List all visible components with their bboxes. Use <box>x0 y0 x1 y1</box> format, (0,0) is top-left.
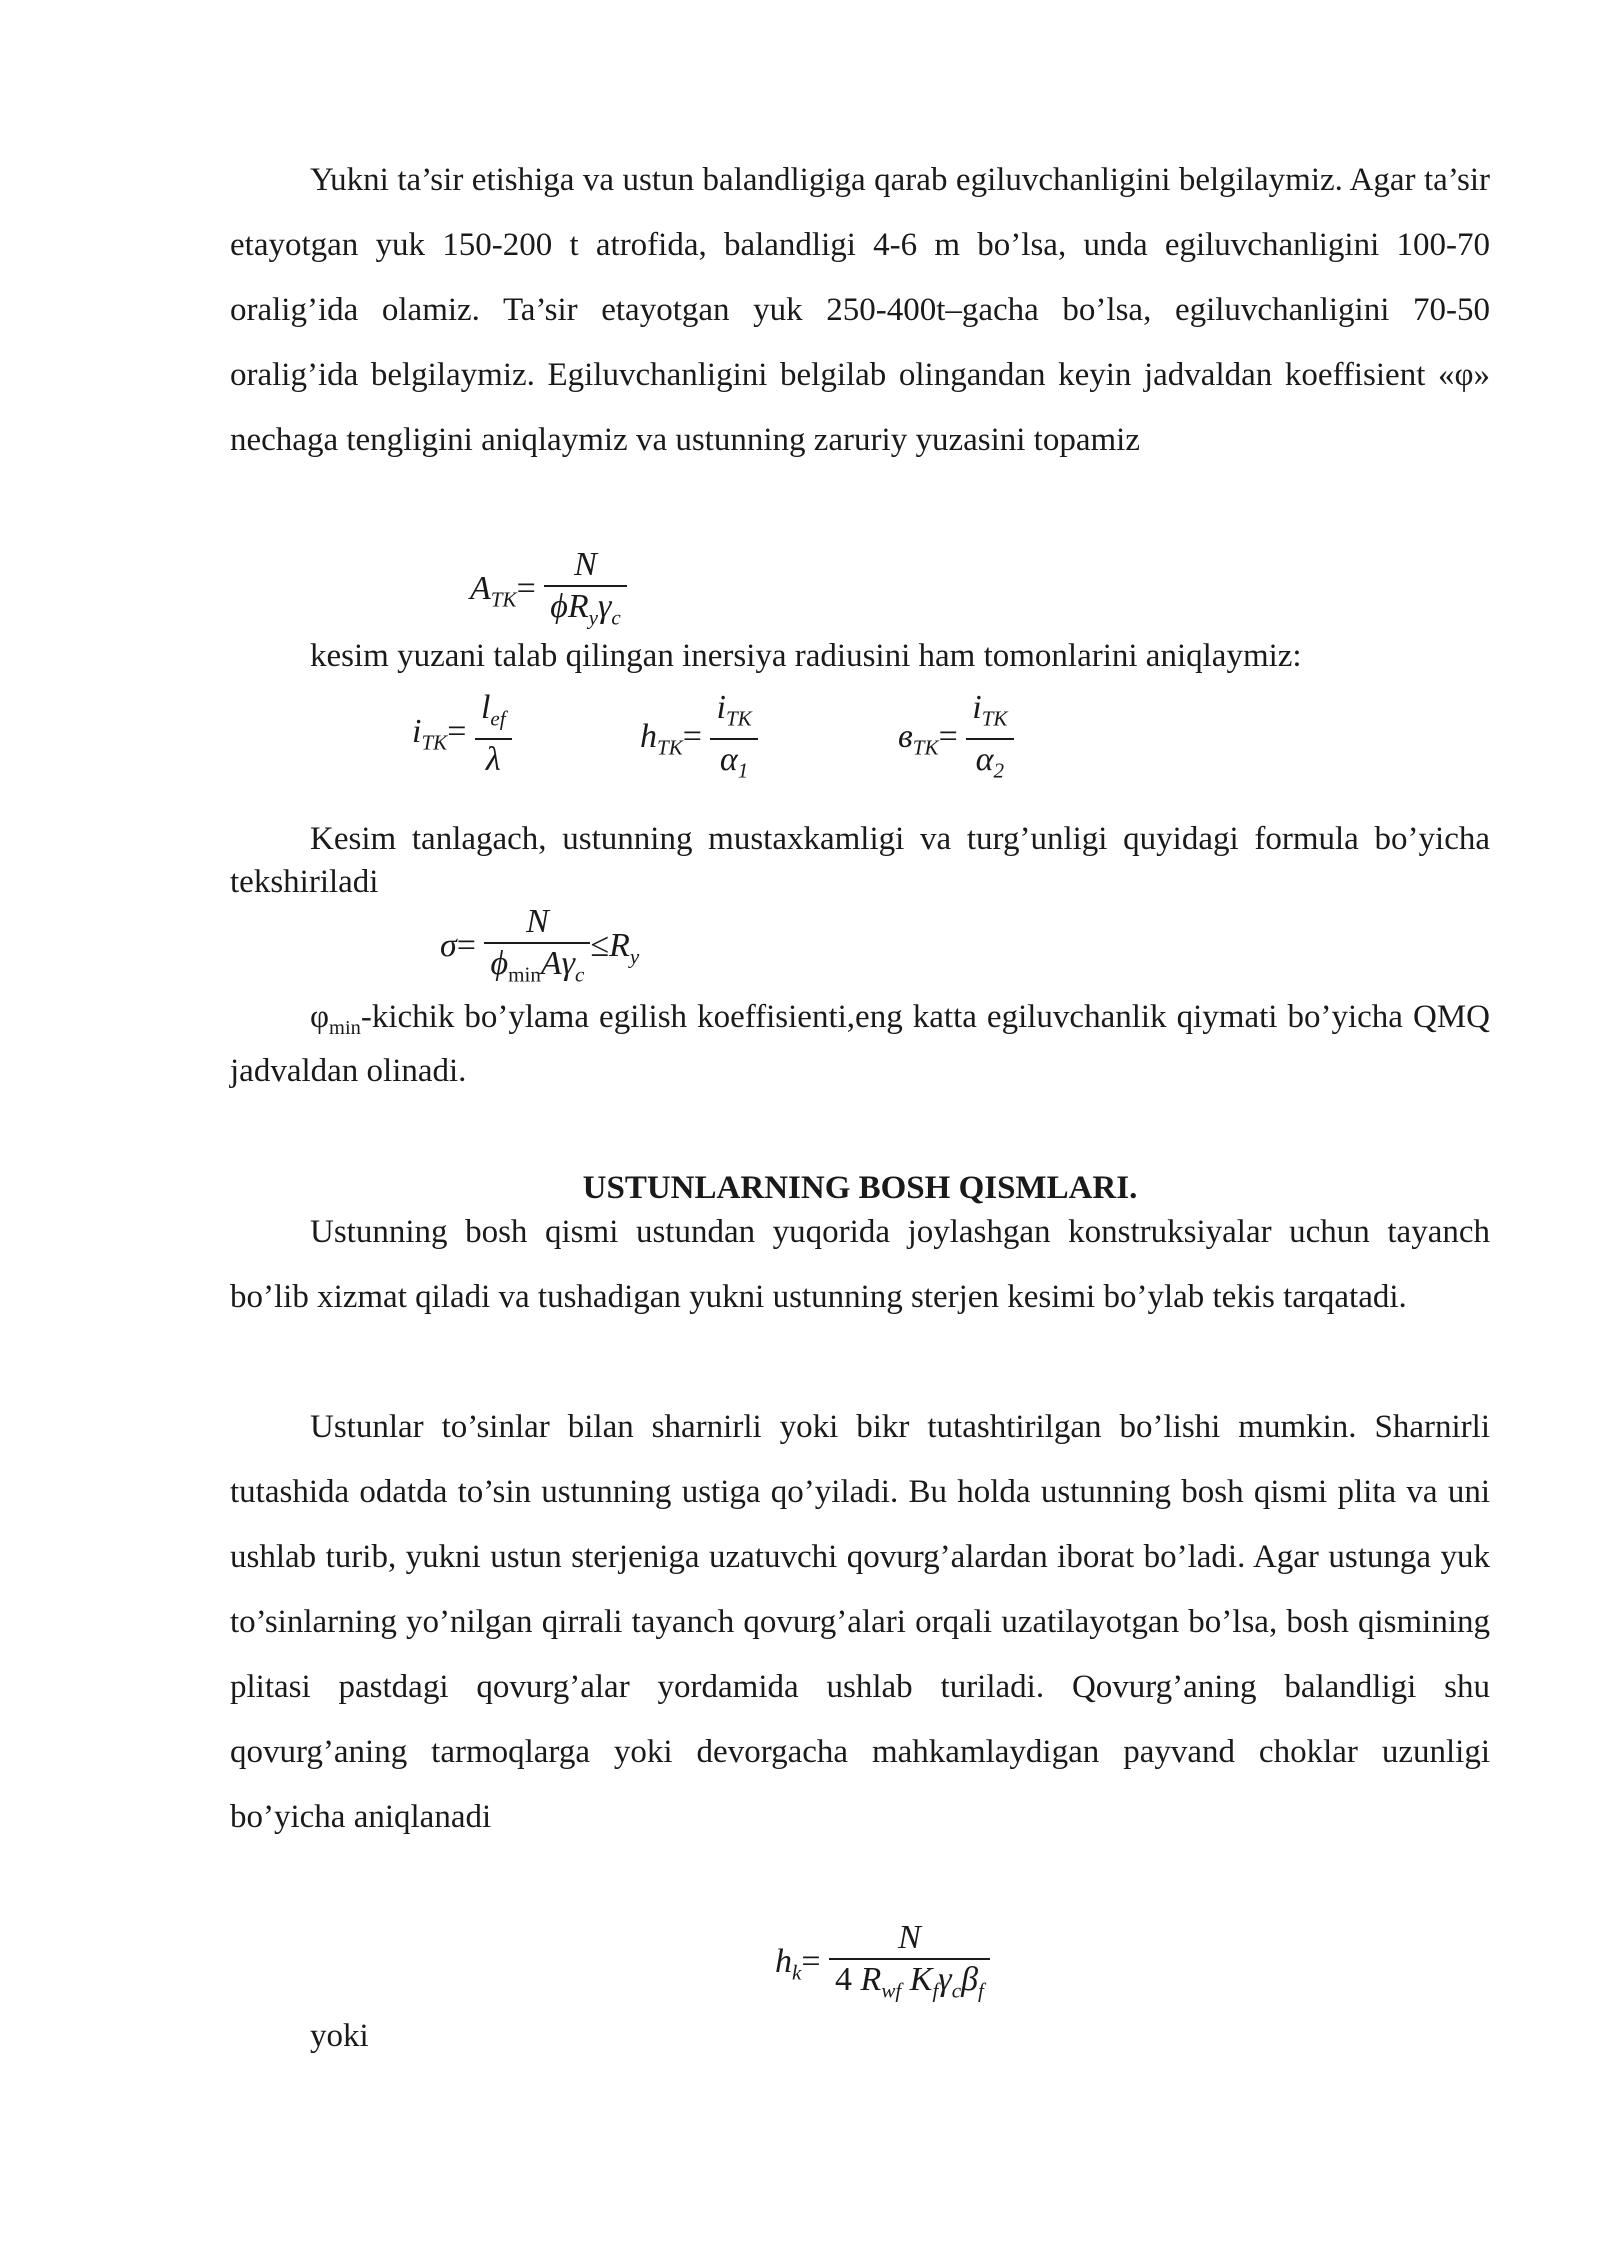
section-heading: USTUNLARNING BOSH QISMLARI. <box>582 1170 1138 1206</box>
fraction: $\frac{i_{TK}}{\alpha_1}$ <box>710 688 757 791</box>
paragraph-head-purpose: Ustunning bosh qismi ustundan yuqorida joylashgan konstruksiyalar uchun tayanch bo’lib xizmat qiladi va tushadigan yukni ustunning sterjen kesimi bo’ylab tekis tarqatadi. <box>230 1214 1490 1315</box>
paragraph-check: Kesim tanlagach, ustunning mustaxkamligi va turg’unligi quyidagi formula bo’yicha tekshiriladi <box>230 821 1490 900</box>
paragraph-radius-intro: kesim yuzani talab qilingan inersiya radiusini ham tomonlarini aniqlaymiz: <box>310 638 1302 674</box>
formula-height: $h_{TK}=$ $\frac{i_{TK}}{\alpha_1}$ <box>640 688 758 791</box>
formula-area-required: $A_{TK}=$ $\frac{N}{\phi R_y\gamma_c}$ <box>470 545 627 637</box>
fraction: $\frac{l_{ef}}{\lambda}$ <box>475 688 512 780</box>
paragraph-phi-min: $\varphi_{min}$-kichik bo’ylama egilish koeffisienti,eng katta egiluvchanlik qiymati bo’yicha QMQ jadvaldan olinadi. <box>230 999 1490 1090</box>
formula-radius: $i_{TK}=$ $\frac{l_{ef}}{\lambda}$ <box>412 688 512 780</box>
paragraph-connections: Ustunlar to’sinlar bilan sharnirli yoki bikr tutashtirilgan bo’lishi mumkin. Sharnirli tutashida odatda to’sin ustunning ustiga qo’yiladi. Bu holda ustunning bosh qismi plita va uni ushlab turib, yukni ustun sterjeniga uzatuvchi qovurg’alardan iborat bo’ladi. Agar ustunga yuk to’sinlarning yo’nilgan qirrali tayanch qovurg’alari orqali uzatilayotgan bo’lsa, bosh qismining plitasi pastdagi qovurg’alar yordamida ushlab turiladi. Qovurg’aning balandligi shu qovurg’aning tarmoqlarga yoki devorgacha mahkamlaydigan payvand choklar uzunligi bo’yicha aniqlanadi <box>230 1409 1490 1835</box>
formula-stability-check: σ= $\frac{N}{\phi_{min}A\gamma_c}$ $\le R_y$ <box>440 902 639 994</box>
fraction: $\frac{N}{\phi_{min}A\gamma_c}$ <box>484 902 590 994</box>
paragraph-slenderness: Yukni ta’sir etishiga va ustun balandligiga qarab egiluvchanligini belgilaymiz. Agar ta’sir etayotgan yuk 150-200 t atrofida, balandligi 4-6 m bo’lsa, unda egiluvchanligini 100-70 oralig’ida olamiz. Ta’sir etayotgan yuk 250-400t–gacha bo’lsa, egiluvchanligini 70-50 oralig’ida belgilaymiz. Egiluvchanligini belgilab olingandan keyin jadvaldan koeffisient «φ» nechaga tengligini aniqlaymiz va ustunning zaruriy yuzasini topamiz <box>230 162 1490 458</box>
formula-width: $в_{TK}=$ $\frac{i_{TK}}{\alpha_2}$ <box>898 688 1014 791</box>
formula-rib-height: $h_k=$ $\frac{N}{4 R_{wf} K_f\gamma_c\beta_f}$ <box>775 1918 990 2010</box>
fraction: $\frac{N}{4 R_{wf} K_f\gamma_c\beta_f}$ <box>829 1918 990 2010</box>
fraction: $\frac{i_{TK}}{\alpha_2}$ <box>966 688 1013 791</box>
paragraph-or: yoki <box>310 2018 369 2054</box>
fraction: $\frac{N}{\phi R_y\gamma_c}$ <box>544 545 627 637</box>
